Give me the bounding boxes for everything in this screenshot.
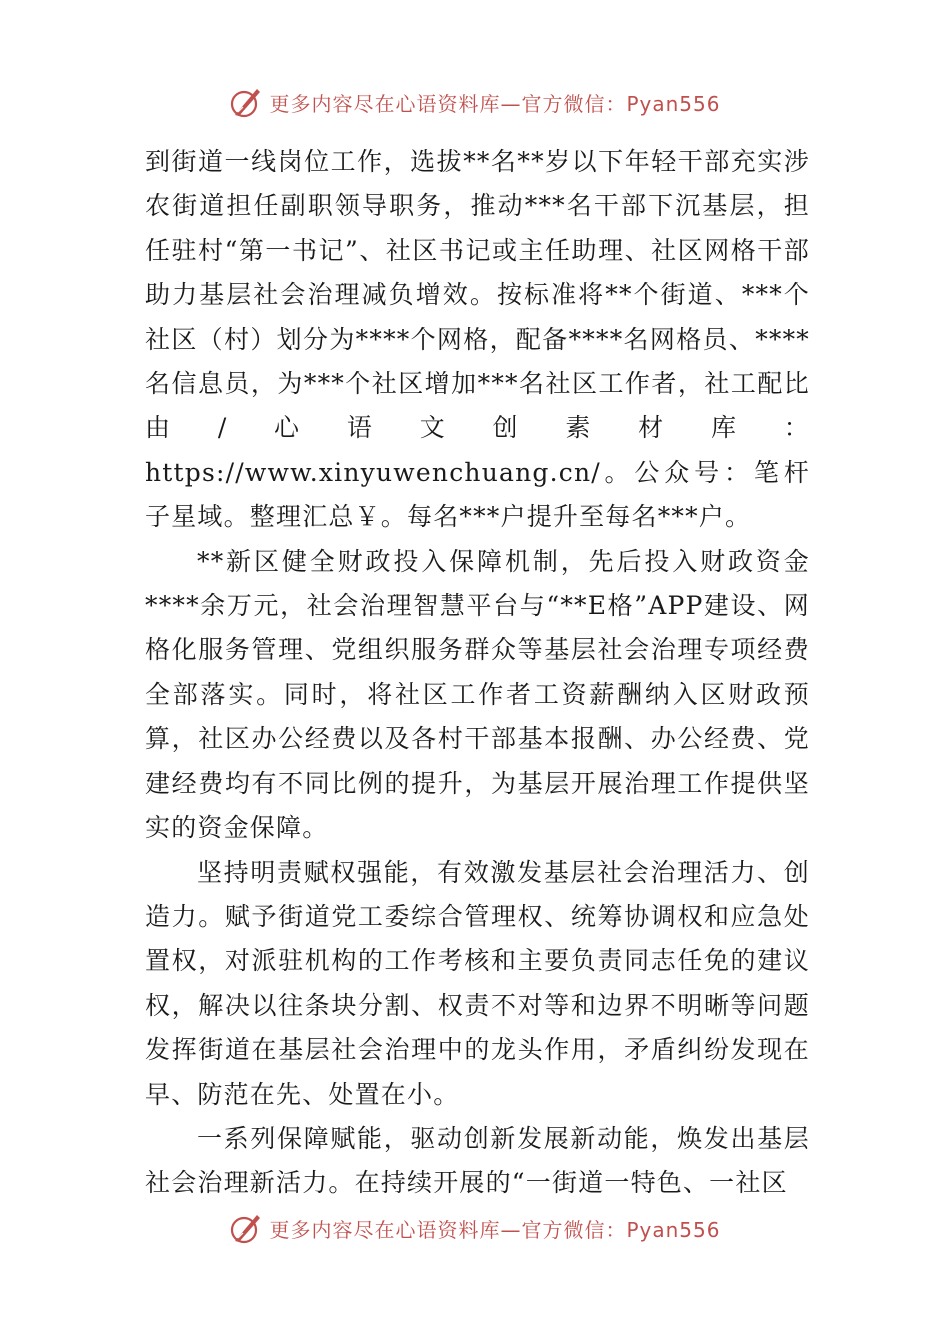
footer-banner <box>0 1208 950 1248</box>
header-banner-text: 更多内容尽在心语资料库—官方微信：Pyan556 <box>269 91 721 116</box>
footer-banner-text: 更多内容尽在心语资料库—官方微信：Pyan556 <box>269 1217 721 1242</box>
paragraph-2: **新区健全财政投入保障机制，先后投入财政资金****余万元，社会治理智慧平台与“**E格”APP建设、网格化服务管理、党组织服务群众等基层社会治理专项经费全部落实。同时，将社区工作者工资薪酬纳入区财政预算，社区办公经费以及各村干部基本报酬、办公经费、党建经费均有不同比例的提升，为基层开展治理工作提供坚实的资金保障。 <box>145 546 810 843</box>
paragraph-1: 到街道一线岗位工作，选拔**名**岁以下年轻干部充实涉农街道担任副职领导职务，推动***名干部下沉基层，担任驻村“第一书记”、社区书记或主任助理、社区网格干部助力基层社会治理减负增效。按标准将**个街道、***个社区（村）划分为****个网格，配备****名网格员、****名信息员，为***个社区增加***名社区工作者，社工配比由/心语文创素材库：https://www.xinyuwenchuang.cn/。公众号：笔杆子星域。整理汇总￥。每名***户提升至每名***户。 <box>145 147 810 532</box>
paragraph-3: 坚持明责赋权强能，有效激发基层社会治理活力、创造力。赋予街道党工委综合管理权、统筹协调权和应急处置权，对派驻机构的工作考核和主要负责同志任免的建议权，解决以往条块分割、权责不对等和边界不明晰等问题发挥街道在基层社会治理中的龙头作用，矛盾纠纷发现在早、防范在先、处置在小。 <box>145 857 810 1109</box>
document-body <box>145 140 810 1206</box>
quill-pen-logo-icon <box>229 85 263 119</box>
paragraph-4: 一系列保障赋能，驱动创新发展新动能，焕发出基层社会治理新活力。在持续开展的“一街道一特色、一社区 <box>145 1123 810 1198</box>
header-banner <box>0 82 950 122</box>
quill-pen-logo-icon <box>229 1211 263 1245</box>
